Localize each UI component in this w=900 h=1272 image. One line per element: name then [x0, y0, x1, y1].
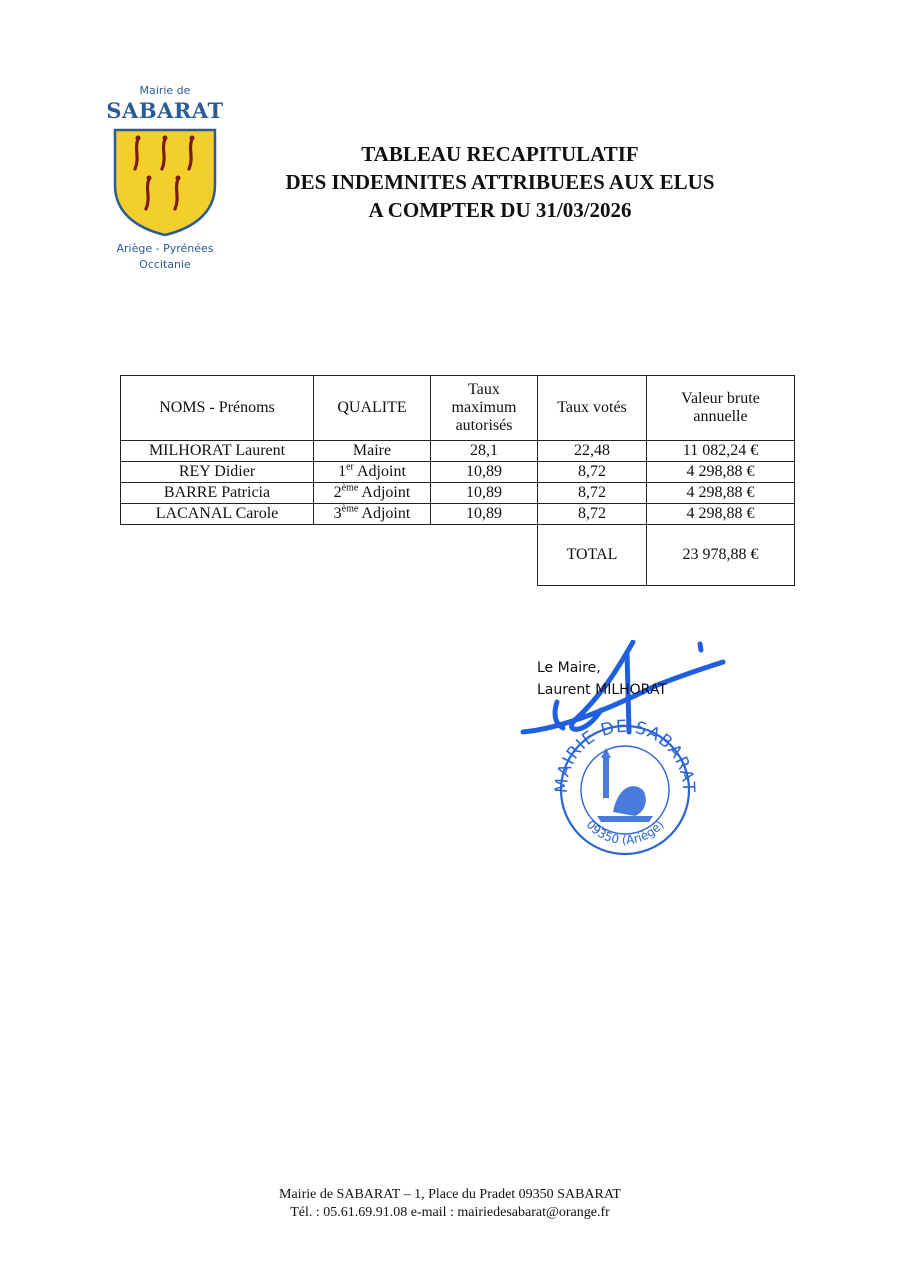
svg-text:09350 (Ariège): [583, 818, 666, 848]
header-qualite: QUALITE: [314, 376, 431, 441]
total-row: [121, 525, 795, 586]
cell-qualite: [314, 441, 431, 462]
qualite-label: Adjoint: [358, 484, 411, 501]
qualite-label: Maire: [352, 442, 392, 459]
signature-block: [505, 640, 745, 860]
stamp-top-text: MAIRIE DE SABARAT: [551, 716, 699, 794]
table-row: [121, 504, 795, 525]
logo-name: SABARAT: [106, 98, 224, 123]
qualite-num: 1: [338, 463, 347, 480]
header-taux-max-line2: maximum: [451, 399, 517, 416]
coat-of-arms-icon: [112, 127, 218, 237]
header-taux-votes: Taux votés: [538, 376, 647, 441]
title-line-2: DES INDEMNITES ATTRIBUEES AUX ELUS: [285, 170, 715, 194]
logo-region-2: Occitanie: [139, 258, 191, 271]
header-valeur-line2: annuelle: [693, 408, 748, 425]
logo-prefix: Mairie de: [139, 84, 191, 97]
cell-name: BARRE Patricia: [121, 483, 314, 504]
cell-name: MILHORAT Laurent: [121, 441, 314, 462]
cell-valeur: 4 298,88 €: [647, 483, 795, 504]
table-row: [121, 462, 795, 483]
page-footer: [0, 1186, 900, 1222]
cell-taux-votes: 22,48: [538, 441, 647, 462]
logo-region: Ariège - Pyrénées: [116, 242, 214, 255]
cell-valeur: 11 082,24 €: [647, 441, 795, 462]
cell-name: REY Didier: [121, 462, 314, 483]
table-row: [121, 483, 795, 504]
document-title: [240, 140, 760, 224]
municipality-logo: [100, 84, 230, 273]
cell-valeur: 4 298,88 €: [647, 504, 795, 525]
signatory-name: Laurent MILHORAT: [537, 682, 667, 698]
qualite-num: 2: [333, 484, 342, 501]
footer-contact: Tél. : 05.61.69.91.08 e-mail : mairiedesabarat@orange.fr: [290, 1205, 610, 1220]
cell-taux-max: 28,1: [431, 441, 538, 462]
title-line-1: TABLEAU RECAPITULATIF: [361, 142, 639, 166]
qualite-label: Adjoint: [353, 463, 406, 480]
blank-cell: [314, 525, 431, 586]
header-taux-max-line3: autorisés: [455, 417, 513, 434]
cell-qualite: [314, 483, 431, 504]
qualite-sup: er: [346, 461, 354, 473]
cell-taux-votes: 8,72: [538, 462, 647, 483]
title-line-3: A COMPTER DU 31/03/2026: [368, 198, 632, 222]
cell-taux-max: 10,89: [431, 483, 538, 504]
cell-taux-max: 10,89: [431, 504, 538, 525]
qualite-sup: ème: [341, 503, 359, 515]
cell-valeur: 4 298,88 €: [647, 462, 795, 483]
cell-qualite: [314, 462, 431, 483]
header-names: NOMS - Prénoms: [121, 376, 314, 441]
blank-cell: [121, 525, 314, 586]
cell-taux-votes: 8,72: [538, 483, 647, 504]
cell-taux-max: 10,89: [431, 462, 538, 483]
table-header-row: [121, 376, 795, 441]
signatory-title: Le Maire,: [537, 660, 601, 676]
blank-cell: [431, 525, 538, 586]
qualite-sup: ème: [341, 482, 359, 494]
total-label: TOTAL: [538, 525, 647, 586]
footer-address: Mairie de SABARAT – 1, Place du Pradet 09350 SABARAT: [279, 1187, 621, 1202]
cell-qualite: [314, 504, 431, 525]
header-valeur: [647, 376, 795, 441]
header-taux-max-line1: Taux: [468, 381, 500, 398]
stamp-bottom-text: 09350 (Ariège): [583, 817, 667, 848]
cell-name: LACANAL Carole: [121, 504, 314, 525]
table-row: [121, 441, 795, 462]
header-taux-max: [431, 376, 538, 441]
cell-taux-votes: 8,72: [538, 504, 647, 525]
header-valeur-line1: Valeur brute: [681, 390, 760, 407]
total-value: 23 978,88 €: [647, 525, 795, 586]
qualite-label: Adjoint: [358, 505, 411, 522]
qualite-num: 3: [333, 505, 342, 522]
indemnities-table: [120, 375, 795, 586]
